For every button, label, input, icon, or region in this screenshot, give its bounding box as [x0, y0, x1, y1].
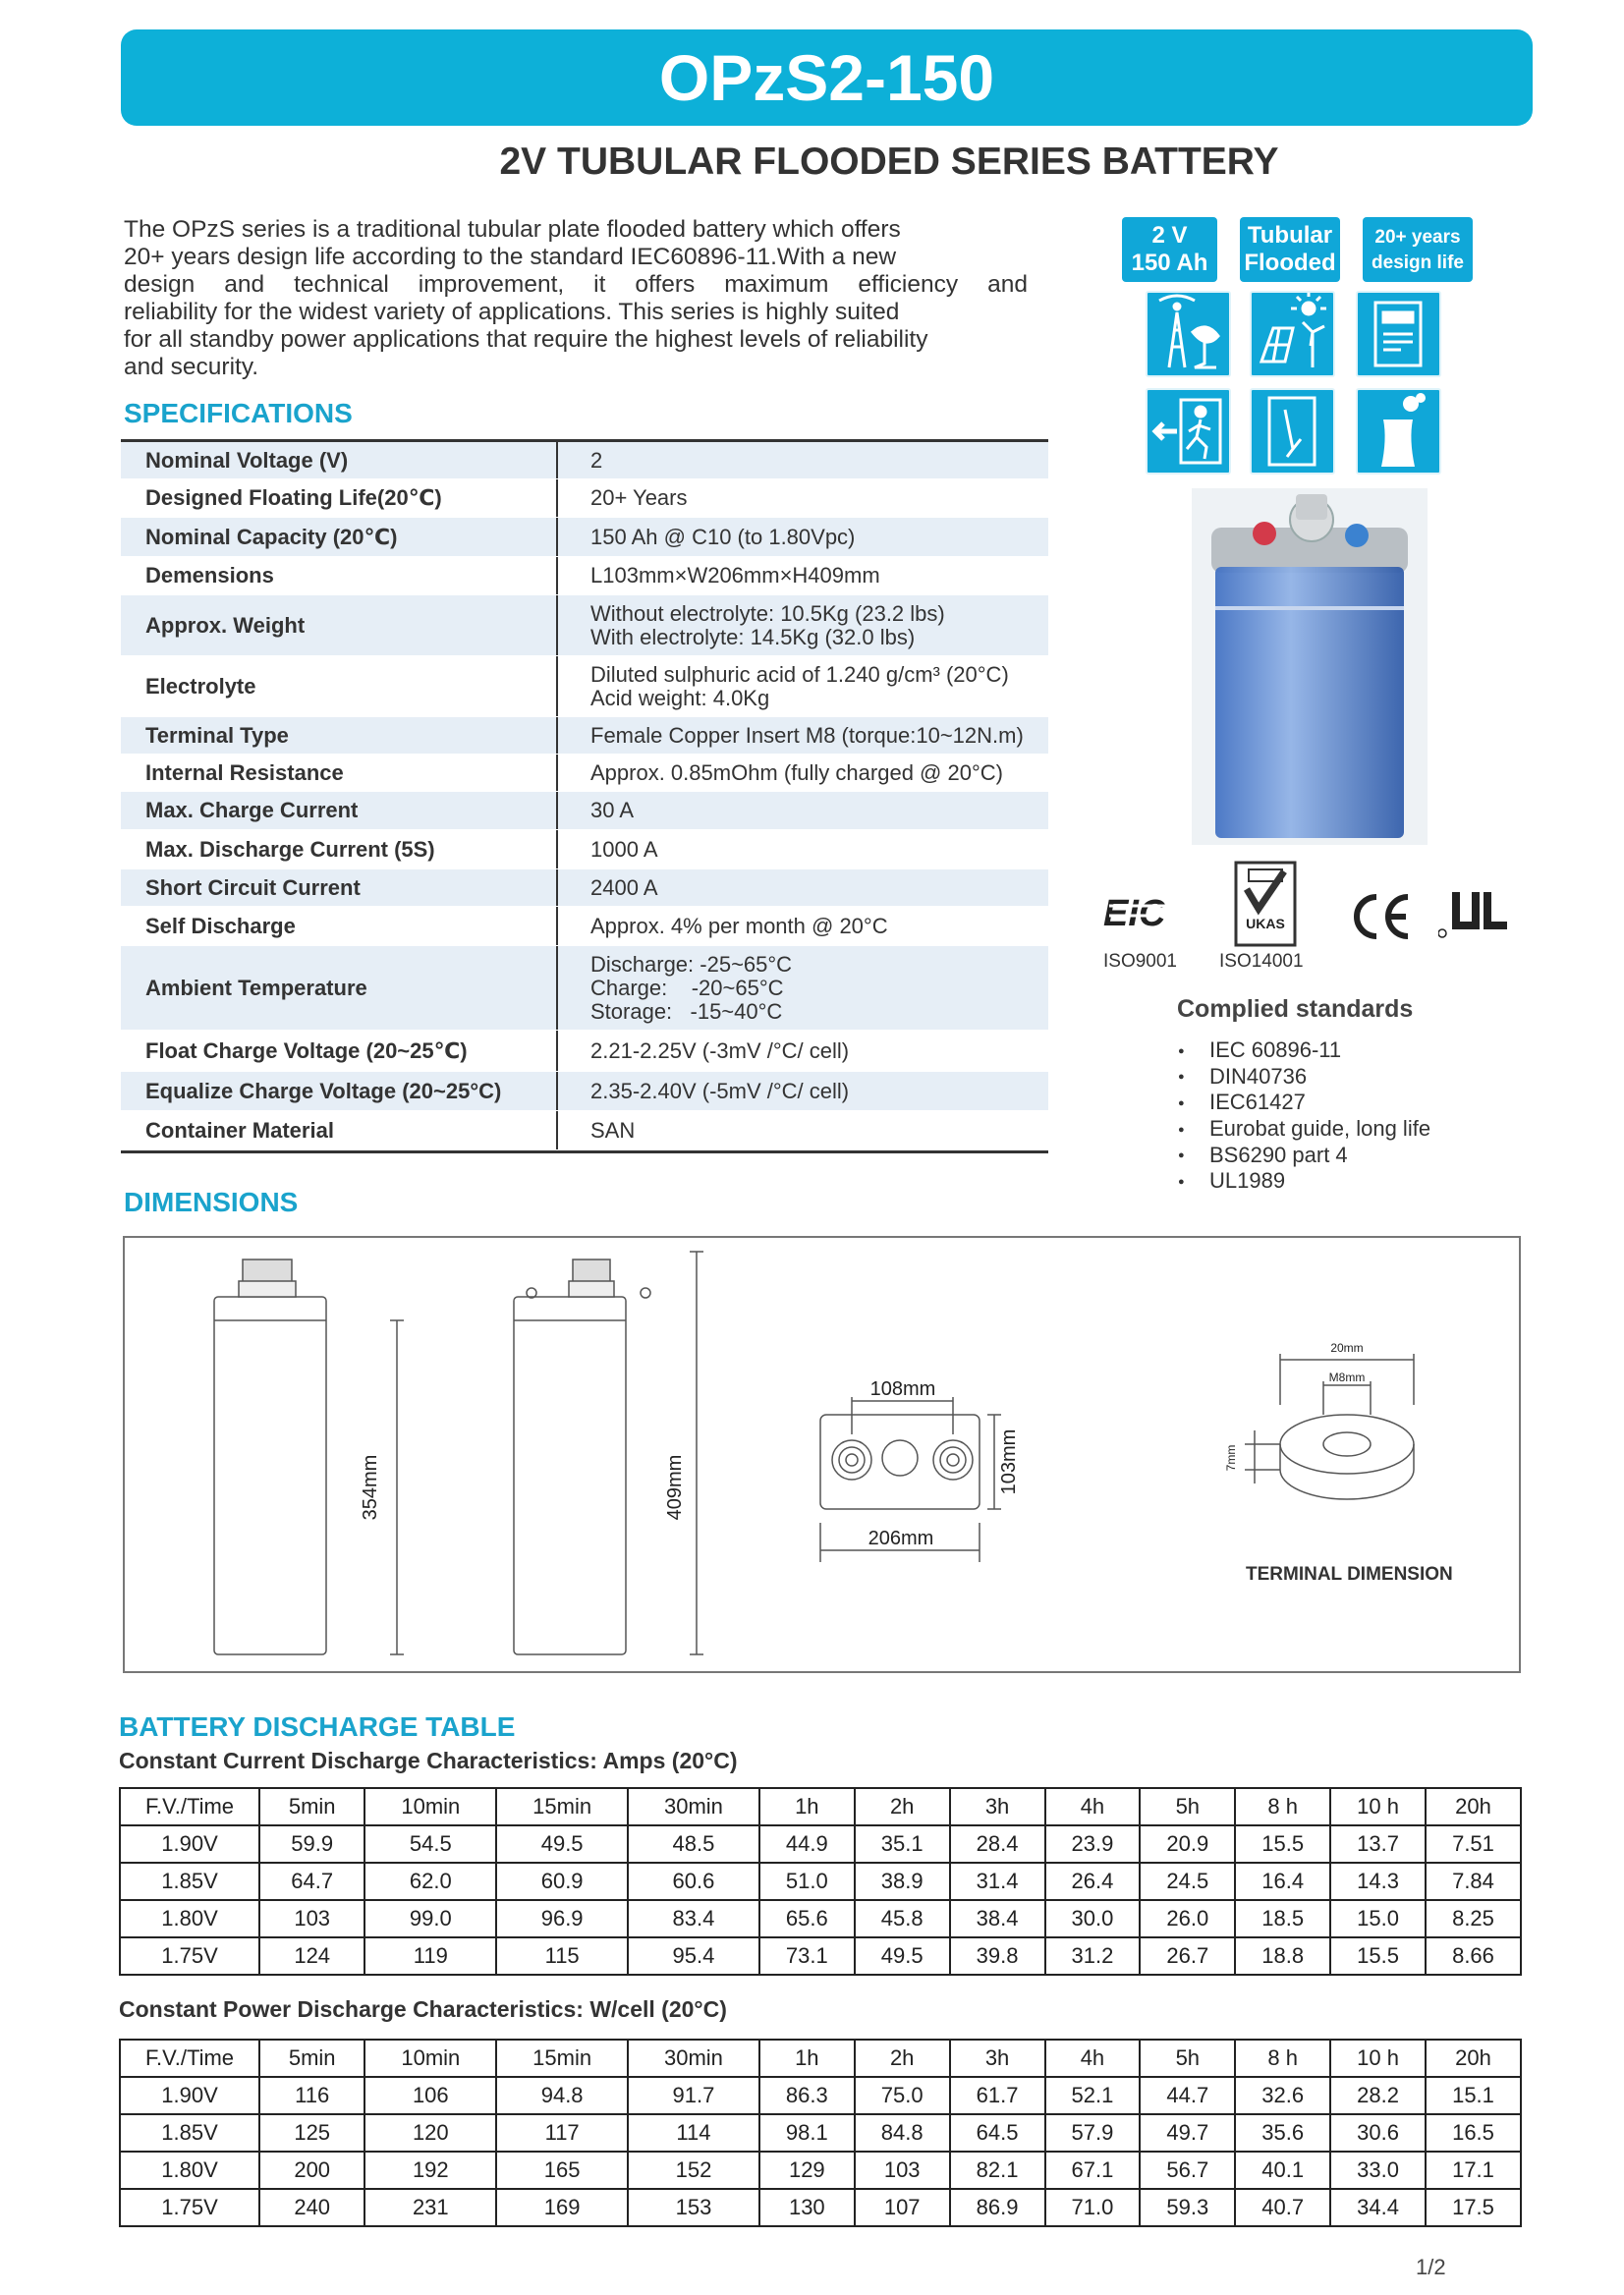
type-badge [1240, 217, 1340, 282]
table-cell: 64.7 [259, 1863, 364, 1900]
table-cell: 71.0 [1045, 2189, 1141, 2226]
table-cell: 192 [364, 2152, 496, 2189]
table-cell: 62.0 [364, 1863, 496, 1900]
table-cell: 57.9 [1045, 2114, 1141, 2152]
table-cell: 15.5 [1235, 1825, 1330, 1863]
table-cell: 26.0 [1140, 1900, 1235, 1937]
table-cell: 35.1 [855, 1825, 950, 1863]
table-cell: 60.9 [496, 1863, 628, 1900]
ul-logo [1438, 886, 1517, 950]
table-cell: 35.6 [1235, 2114, 1330, 2152]
eic-logo [1103, 886, 1186, 940]
spec-label: Max. Charge Current [121, 792, 558, 829]
table-cell: 40.1 [1235, 2152, 1330, 2189]
spec-row [121, 656, 1048, 717]
spec-value-line: 1000 A [590, 836, 658, 862]
spec-value [558, 755, 1048, 791]
terminal-spacing-label: 108mm [869, 1378, 936, 1400]
table-cell: 44.9 [759, 1825, 855, 1863]
specifications-heading: SPECIFICATIONS [124, 398, 353, 428]
column-header: 30min [628, 2040, 759, 2077]
spec-label: Terminal Type [121, 717, 558, 754]
spec-value [558, 830, 1048, 868]
dimensions-drawing [123, 1236, 1521, 1673]
ups-cabinet-icon [1356, 291, 1441, 377]
table-cell: 125 [259, 2114, 364, 2152]
table-cell: 165 [496, 2152, 628, 2189]
badge-design-life: design life [1372, 252, 1464, 273]
specifications-table [121, 439, 1048, 1153]
table-cell: 75.0 [855, 2077, 950, 2114]
table-cell: 15.0 [1330, 1900, 1426, 1937]
spec-value-line: Diluted sulphuric acid of 1.240 g/cm³ (20°C) [590, 661, 1009, 687]
column-header: 4h [1045, 1788, 1141, 1825]
terminal-height-label: 7mm [1224, 1444, 1238, 1472]
table-cell: 59.3 [1140, 2189, 1235, 2226]
spec-label: Max. Discharge Current (5S) [121, 830, 558, 868]
table-cell: 1.85V [120, 2114, 259, 2152]
column-header: 10 h [1330, 1788, 1426, 1825]
spec-label: Equalize Charge Voltage (20~25°C) [121, 1072, 558, 1110]
column-header: 3h [950, 2040, 1045, 2077]
height-total-label: 409mm [664, 1454, 686, 1521]
spec-value [558, 518, 1048, 556]
table-row [120, 2152, 1521, 2189]
column-header: 5min [259, 1788, 364, 1825]
spec-value-line: Approx. 0.85mOhm (fully charged @ 20°C) [590, 759, 1003, 785]
column-header: 15min [496, 1788, 628, 1825]
battery-photo [1192, 488, 1428, 845]
spec-label: Ambient Temperature [121, 946, 558, 1030]
spec-row [121, 792, 1048, 830]
column-header: 8 h [1235, 1788, 1330, 1825]
table-cell: 114 [628, 2114, 759, 2152]
column-header: 1h [759, 2040, 855, 2077]
table-cell: 38.9 [855, 1863, 950, 1900]
table-cell: 83.4 [628, 1900, 759, 1937]
spec-label: Float Charge Voltage (20~25℃) [121, 1031, 558, 1071]
table-cell: 96.9 [496, 1900, 628, 1937]
badge-flooded: Flooded [1244, 250, 1336, 276]
power-discharge-table [119, 2039, 1522, 2227]
list-item: ● DIN40736 [1178, 1064, 1430, 1091]
spec-row [121, 907, 1048, 946]
spec-row [121, 1111, 1048, 1150]
column-header: 10 h [1330, 2040, 1426, 2077]
intro-line: for all standby power applications that require the highest levels of reliability [124, 326, 928, 353]
spec-value-line: L103mm×W206mm×H409mm [590, 563, 880, 588]
table-cell: 1.90V [120, 1825, 259, 1863]
table-cell: 1.75V [120, 2189, 259, 2226]
spec-row [121, 595, 1048, 656]
table-cell: 94.8 [496, 2077, 628, 2114]
column-header: 1h [759, 1788, 855, 1825]
badge-voltage: 2 V [1151, 222, 1188, 249]
title-banner [121, 29, 1533, 126]
spec-row [121, 518, 1048, 557]
spec-value [558, 869, 1048, 906]
spec-value-line: 20+ Years [590, 485, 688, 510]
list-item: ● Eurobat guide, long life [1178, 1116, 1430, 1143]
table-cell: 107 [855, 2189, 950, 2226]
spec-value [558, 479, 1048, 517]
discharge-heading: BATTERY DISCHARGE TABLE [119, 1711, 516, 1742]
column-header: 3h [950, 1788, 1045, 1825]
spec-value-line: Discharge: -25~65°C [590, 951, 793, 977]
spec-row [121, 1031, 1048, 1072]
table-cell: 7.51 [1426, 1825, 1521, 1863]
spec-label: Nominal Capacity (20℃) [121, 518, 558, 556]
table-cell: 26.4 [1045, 1863, 1141, 1900]
table-cell: 18.8 [1235, 1937, 1330, 1975]
spec-value-line: 2.21-2.25V (-3mV /°C/ cell) [590, 1037, 850, 1063]
table-cell: 16.4 [1235, 1863, 1330, 1900]
spec-value [558, 1031, 1048, 1071]
list-item: ● IEC61427 [1178, 1090, 1430, 1116]
table-cell: 1.80V [120, 1900, 259, 1937]
solar-wind-icon [1250, 291, 1335, 377]
table-header-row [120, 2040, 1521, 2077]
table-cell: 73.1 [759, 1937, 855, 1975]
spec-row [121, 946, 1048, 1031]
table-cell: 1.75V [120, 1937, 259, 1975]
column-header: 2h [855, 2040, 950, 2077]
spec-value [558, 1072, 1048, 1110]
list-item: ● UL1989 [1178, 1168, 1430, 1195]
column-header: 5h [1140, 1788, 1235, 1825]
spec-value [558, 946, 1048, 1030]
table-cell: 23.9 [1045, 1825, 1141, 1863]
intro-line: and security. [124, 354, 259, 380]
spec-value-line: SAN [590, 1117, 636, 1143]
column-header: 10min [364, 1788, 496, 1825]
spec-label: Designed Floating Life(20℃) [121, 479, 558, 517]
table-cell: 8.66 [1426, 1937, 1521, 1975]
table-cell: 115 [496, 1937, 628, 1975]
spec-value-line: 2.35-2.40V (-5mV /°C/ cell) [590, 1078, 850, 1103]
column-header: 2h [855, 1788, 950, 1825]
table-cell: 124 [259, 1937, 364, 1975]
table-cell: 95.4 [628, 1937, 759, 1975]
table-cell: 67.1 [1045, 2152, 1141, 2189]
spec-row [121, 1072, 1048, 1111]
spec-row [121, 755, 1048, 792]
iso14001-label: ISO14001 [1219, 951, 1304, 972]
table-cell: 30.0 [1045, 1900, 1141, 1937]
spec-value-line: Approx. 4% per month @ 20°C [590, 913, 888, 938]
top-depth-label: 103mm [998, 1428, 1020, 1495]
standards-heading: Complied standards [1177, 995, 1414, 1023]
table-cell: 34.4 [1330, 2189, 1426, 2226]
column-header: F.V./Time [120, 1788, 259, 1825]
table-cell: 49.5 [496, 1825, 628, 1863]
table-row [120, 1937, 1521, 1975]
spec-row [121, 830, 1048, 869]
column-header: 5h [1140, 2040, 1235, 2077]
power-plant-icon [1356, 388, 1441, 475]
spec-label: Approx. Weight [121, 595, 558, 655]
table-cell: 103 [259, 1900, 364, 1937]
table-cell: 48.5 [628, 1825, 759, 1863]
column-header: 8 h [1235, 2040, 1330, 2077]
iso9001-label: ISO9001 [1103, 951, 1177, 972]
table-cell: 15.5 [1330, 1937, 1426, 1975]
table-cell: 49.5 [855, 1937, 950, 1975]
spec-label: Short Circuit Current [121, 869, 558, 906]
spec-label: Demensions [121, 557, 558, 594]
column-header: 5min [259, 2040, 364, 2077]
spec-label: Container Material [121, 1111, 558, 1149]
spec-value [558, 907, 1048, 945]
table-cell: 103 [855, 2152, 950, 2189]
column-header: 20h [1426, 1788, 1521, 1825]
table-cell: 59.9 [259, 1825, 364, 1863]
spec-value [558, 656, 1048, 716]
table-cell: 116 [259, 2077, 364, 2114]
intro-line: 20+ years design life according to the standard IEC60896-11.With a new [124, 244, 897, 270]
table-cell: 153 [628, 2189, 759, 2226]
spec-value-line: Charge: -20~65°C [590, 975, 784, 1000]
table-cell: 169 [496, 2189, 628, 2226]
table-cell: 32.6 [1235, 2077, 1330, 2114]
power-table-title: Constant Power Discharge Characteristics: W/cell (20°C) [119, 1996, 727, 2022]
spec-value-line: 2400 A [590, 874, 658, 900]
current-table-title: Constant Current Discharge Characteristics: Amps (20°C) [119, 1748, 738, 1773]
table-cell: 15.1 [1426, 2077, 1521, 2114]
table-cell: 16.5 [1426, 2114, 1521, 2152]
spec-label: Self Discharge [121, 907, 558, 945]
table-cell: 14.3 [1330, 1863, 1426, 1900]
table-row [120, 1825, 1521, 1863]
table-row [120, 2114, 1521, 2152]
table-cell: 28.4 [950, 1825, 1045, 1863]
svg-text:EIC: EIC [1103, 893, 1166, 934]
table-cell: 65.6 [759, 1900, 855, 1937]
switchgear-icon [1250, 388, 1335, 475]
spec-row [121, 869, 1048, 907]
page-title: OPzS2-150 [658, 41, 995, 114]
table-cell: 99.0 [364, 1900, 496, 1937]
table-cell: 51.0 [759, 1863, 855, 1900]
top-width-label: 206mm [868, 1528, 934, 1549]
spec-value-line: Without electrolyte: 10.5Kg (23.2 lbs) [590, 600, 945, 626]
table-cell: 120 [364, 2114, 496, 2152]
table-cell: 31.4 [950, 1863, 1045, 1900]
table-cell: 84.8 [855, 2114, 950, 2152]
table-cell: 17.5 [1426, 2189, 1521, 2226]
spec-value-line: Storage: -15~40°C [590, 998, 783, 1024]
terminal-thread-label: M8mm [1328, 1371, 1366, 1384]
ce-logo [1347, 889, 1416, 949]
spec-value-line: 150 Ah @ C10 (to 1.80Vpc) [590, 524, 856, 549]
column-header: F.V./Time [120, 2040, 259, 2077]
table-cell: 17.1 [1426, 2152, 1521, 2189]
table-cell: 86.9 [950, 2189, 1045, 2226]
spec-value [558, 557, 1048, 594]
table-cell: 1.80V [120, 2152, 259, 2189]
table-cell: 40.7 [1235, 2189, 1330, 2226]
table-header-row [120, 1788, 1521, 1825]
badge-life: 20+ years [1374, 227, 1461, 248]
table-cell: 60.6 [628, 1863, 759, 1900]
table-row [120, 1863, 1521, 1900]
table-cell: 152 [628, 2152, 759, 2189]
emergency-exit-icon [1146, 388, 1231, 475]
table-cell: 106 [364, 2077, 496, 2114]
table-cell: 86.3 [759, 2077, 855, 2114]
table-cell: 91.7 [628, 2077, 759, 2114]
table-cell: 7.84 [1426, 1863, 1521, 1900]
intro-line: reliability for the widest variety of applications. This series is highly suited [124, 299, 900, 325]
spec-label: Nominal Voltage (V) [121, 442, 558, 478]
table-cell: 64.5 [950, 2114, 1045, 2152]
table-cell: 119 [364, 1937, 496, 1975]
standards-list [1178, 1037, 1430, 1195]
spec-value [558, 1111, 1048, 1149]
table-cell: 8.25 [1426, 1900, 1521, 1937]
table-cell: 13.7 [1330, 1825, 1426, 1863]
spec-row [121, 442, 1048, 479]
list-item: ● BS6290 part 4 [1178, 1143, 1430, 1169]
table-cell: 61.7 [950, 2077, 1045, 2114]
spec-value [558, 792, 1048, 829]
table-cell: 56.7 [1140, 2152, 1235, 2189]
spec-label: Electrolyte [121, 656, 558, 716]
table-cell: 45.8 [855, 1900, 950, 1937]
spec-row [121, 479, 1048, 518]
telecom-tower-icon [1146, 291, 1231, 377]
spec-value-line: 2 [590, 447, 603, 473]
list-item: ● IEC 60896-11 [1178, 1037, 1430, 1064]
table-cell: 30.6 [1330, 2114, 1426, 2152]
spec-row [121, 557, 1048, 595]
spec-value [558, 717, 1048, 754]
badge-tubular: Tubular [1247, 222, 1333, 249]
column-header: 15min [496, 2040, 628, 2077]
column-header: 20h [1426, 2040, 1521, 2077]
table-cell: 38.4 [950, 1900, 1045, 1937]
table-cell: 117 [496, 2114, 628, 2152]
table-cell: 20.9 [1140, 1825, 1235, 1863]
column-header: 30min [628, 1788, 759, 1825]
table-cell: 231 [364, 2189, 496, 2226]
table-cell: 24.5 [1140, 1863, 1235, 1900]
dimensions-heading: DIMENSIONS [124, 1187, 299, 1217]
spec-value-line: With electrolyte: 14.5Kg (32.0 lbs) [590, 624, 916, 649]
spec-value [558, 442, 1048, 478]
table-cell: 44.7 [1140, 2077, 1235, 2114]
table-cell: 26.7 [1140, 1937, 1235, 1975]
voltage-badge [1122, 217, 1217, 282]
table-cell: 130 [759, 2189, 855, 2226]
page-number: 1/2 [1416, 2255, 1446, 2279]
spec-label: Internal Resistance [121, 755, 558, 791]
table-cell: 39.8 [950, 1937, 1045, 1975]
table-cell: 28.2 [1330, 2077, 1426, 2114]
spec-value-line: Acid weight: 4.0Kg [590, 685, 770, 710]
height-container-label: 354mm [360, 1454, 381, 1521]
table-cell: 82.1 [950, 2152, 1045, 2189]
page-subtitle: 2V TUBULAR FLOODED SERIES BATTERY [499, 140, 1279, 183]
table-cell: 31.2 [1045, 1937, 1141, 1975]
terminal-dimension-label: TERMINAL DIMENSION [1246, 1564, 1453, 1585]
intro-line: The OPzS series is a traditional tubular plate flooded battery which offers [124, 216, 901, 243]
column-header: 4h [1045, 2040, 1141, 2077]
intro-line: design and technical improvement, it offers maximum efficiency and [124, 271, 1028, 298]
table-cell: 54.5 [364, 1825, 496, 1863]
table-cell: 129 [759, 2152, 855, 2189]
life-badge [1363, 217, 1473, 282]
table-cell: 49.7 [1140, 2114, 1235, 2152]
ukas-logo [1233, 860, 1298, 953]
svg-text:UKAS: UKAS [1246, 916, 1285, 931]
table-cell: 240 [259, 2189, 364, 2226]
table-cell: 52.1 [1045, 2077, 1141, 2114]
table-cell: 200 [259, 2152, 364, 2189]
spec-value [558, 595, 1048, 655]
spec-row [121, 717, 1048, 755]
table-cell: 1.85V [120, 1863, 259, 1900]
terminal-outer-label: 20mm [1330, 1341, 1364, 1355]
badge-capacity: 150 Ah [1131, 250, 1208, 276]
table-cell: 98.1 [759, 2114, 855, 2152]
table-cell: 33.0 [1330, 2152, 1426, 2189]
table-row [120, 1900, 1521, 1937]
table-row [120, 2077, 1521, 2114]
spec-value-line: 30 A [590, 798, 635, 822]
intro-paragraph [124, 216, 1028, 381]
table-row [120, 2189, 1521, 2226]
table-cell: 1.90V [120, 2077, 259, 2114]
table-cell: 18.5 [1235, 1900, 1330, 1937]
column-header: 10min [364, 2040, 496, 2077]
current-discharge-table [119, 1787, 1522, 1976]
spec-value-line: Female Copper Insert M8 (torque:10~12N.m) [590, 722, 1024, 748]
